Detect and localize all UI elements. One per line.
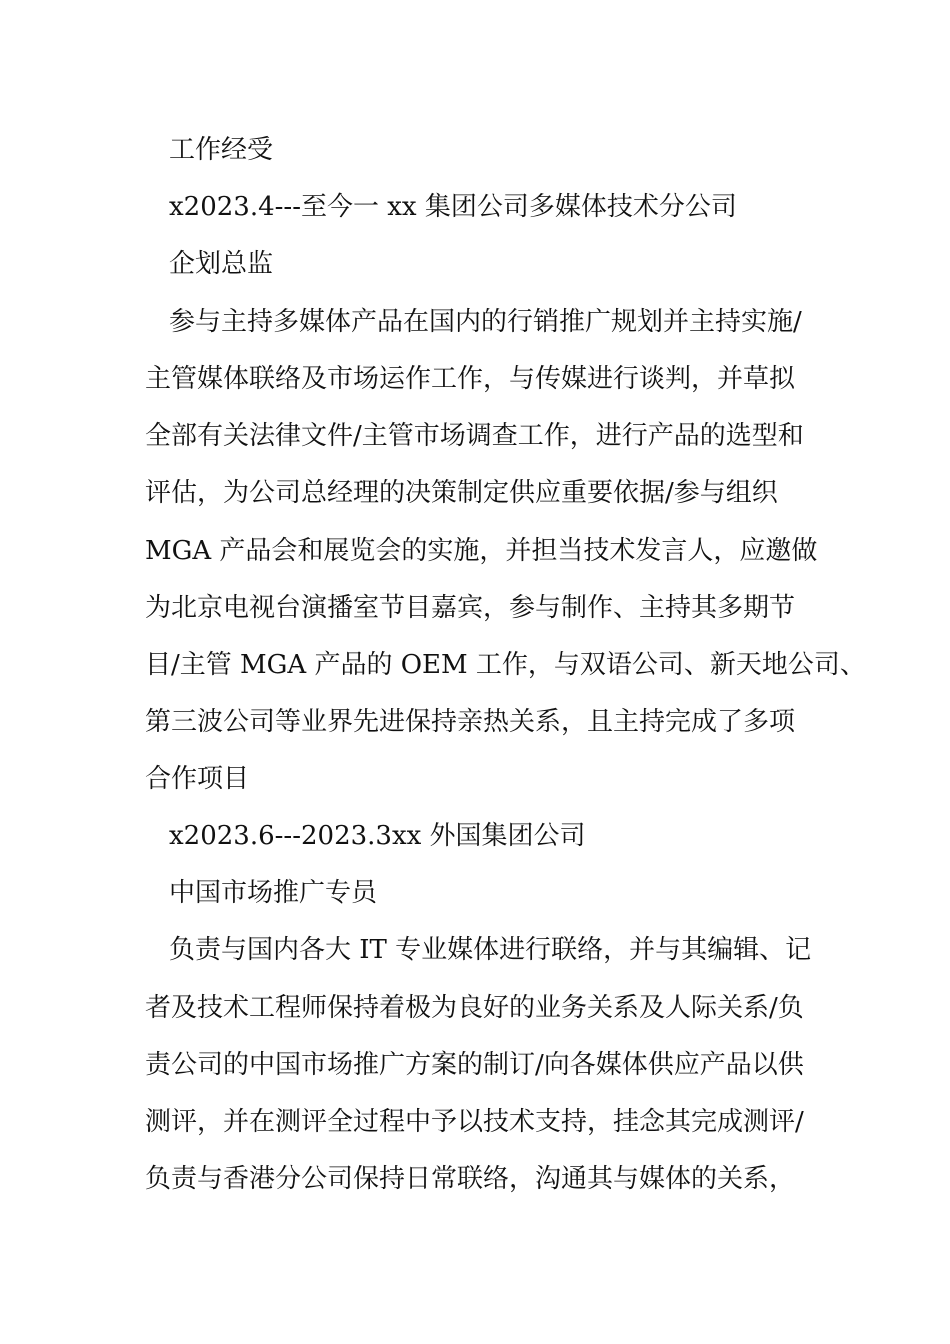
description-1-line: 合作项目 xyxy=(145,764,250,794)
description-2-line: 负责与国内各大 IT 专业媒体进行联络，并与其编辑、记 xyxy=(169,935,812,965)
description-1-line: 评估，为公司总经理的决策制定供应重要依据/参与组织 xyxy=(145,478,778,508)
job-title-2: 中国市场推广专员 xyxy=(169,878,378,908)
description-1-line: 第三波公司等业界先进保持亲热关系，且主持完成了多项 xyxy=(145,707,796,737)
job-period-1: x2023.4---至今一 xx 集团公司多媒体技术分公司 xyxy=(169,192,737,222)
description-1-line: 为北京电视台演播室节目嘉宾，参与制作、主持其多期节 xyxy=(145,593,796,623)
description-1-line: 主管媒体联络及市场运作工作，与传媒进行谈判，并草拟 xyxy=(145,364,796,394)
work-experience-heading: 工作经受 xyxy=(169,135,274,165)
description-1-line: 目/主管 MGA 产品的 OEM 工作，与双语公司、新天地公司、 xyxy=(145,650,866,680)
description-2-line: 负责与香港分公司保持日常联络，沟通其与媒体的关系， xyxy=(145,1164,796,1194)
job-period-2: x2023.6---2023.3xx 外国集团公司 xyxy=(169,821,586,851)
description-1-line: MGA 产品会和展览会的实施，并担当技术发言人，应邀做 xyxy=(145,536,818,566)
description-2-line: 测评，并在测评全过程中予以技术支持，挂念其完成测评/ xyxy=(145,1107,804,1137)
description-2-line: 责公司的中国市场推广方案的制订/向各媒体供应产品以供 xyxy=(145,1050,804,1080)
description-1-line: 全部有关法律文件/主管市场调查工作，进行产品的选型和 xyxy=(145,421,804,451)
description-2-line: 者及技术工程师保持着极为良好的业务关系及人际关系/负 xyxy=(145,993,804,1023)
description-1-line: 参与主持多媒体产品在国内的行销推广规划并主持实施/ xyxy=(169,307,802,337)
job-title-1: 企划总监 xyxy=(169,249,274,279)
